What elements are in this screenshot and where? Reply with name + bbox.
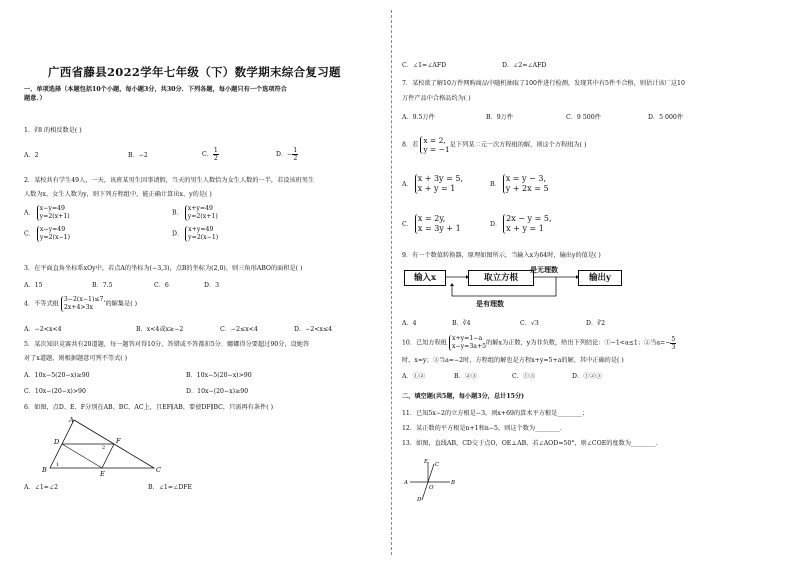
flow-output-box: 输出y xyxy=(578,270,622,286)
label-b: B xyxy=(451,480,456,486)
q8-stem: 8．若 x = 2, y = −1 是下列某二元一次方程组的解，则这个方程组为( ) xyxy=(402,136,587,154)
q1-option-a: A．2 xyxy=(24,152,39,159)
q5-line2: 对了x道题，则根据题意可列不等式( ) xyxy=(24,355,128,362)
q2-option-a: A． x−y=49 y=2(x+1) xyxy=(24,205,70,220)
q7-line1: 7．某校欲了解10万件网购商品中随机抽取了100件进行检测，发现其中有5件不合格，则估计该厂这10 xyxy=(402,80,685,87)
q6-option-a: A．∠1=∠2 xyxy=(24,484,59,491)
q2-option-d: D． x+y=49 y=2(x−1) xyxy=(172,226,219,241)
q4-option-c: C．−2≤x<4 xyxy=(220,326,258,333)
q8-option-a: A． x + 3y = 5, x + y = 1 xyxy=(402,174,463,193)
flow-arrows xyxy=(402,266,632,314)
flow-root-box: 取立方根 xyxy=(468,270,534,286)
q11-text: 11．已知5x−2的立方根是−3，则x+69的算术平方根是________； xyxy=(402,410,589,417)
q8-option-d: D． 2x − y = 5, x + y = 1 xyxy=(490,214,552,233)
label-c: C xyxy=(435,462,440,468)
q1-stem: 1．∛8 的相反数是( ) xyxy=(24,127,82,134)
q5-option-c: C．10x−(20−x)>90 xyxy=(24,388,86,395)
q12-text: 12．某正数的平方根是n+1和n−5，则这个数为________． xyxy=(402,425,567,432)
q4-option-a: A．−2<x<4 xyxy=(24,326,62,333)
q6-triangle-figure xyxy=(42,416,172,476)
q4-option-b: B．x<4或x≥−2 xyxy=(136,326,184,333)
q9-option-c: C．√3 xyxy=(520,320,539,327)
q9-stem: 9．有一个数值转换器，原理如图所示，当输入x为64时，输出y的值是( ) xyxy=(402,252,601,259)
left-column xyxy=(24,0,374,562)
q7-option-d: D．5 000件 xyxy=(648,114,684,121)
q8-option-c: C． x = 2y, x = 3y + 1 xyxy=(402,214,461,233)
label-e: E xyxy=(424,459,429,465)
column-divider xyxy=(391,10,392,555)
q3-option-d: D．3 xyxy=(204,282,220,289)
q3-option-a: A．15 xyxy=(24,282,43,289)
q2-line1: 2．某校共有学生49人，一天，该班某男生因事请假，当天的男生人数恰为女生人数的一半，若设该班男生 xyxy=(24,177,315,184)
q5-option-d: D．10x−(20−x)≥90 xyxy=(186,388,249,395)
q7-line2: 万件产品中合格品约为( ) xyxy=(402,95,471,102)
q6-option-c: C．∠1=∠AFD xyxy=(402,62,447,69)
q5-option-a: A．10x−5(20−x)≥90 xyxy=(24,372,90,379)
q3-option-c: C．6 xyxy=(154,282,169,289)
q6-option-d: D．∠2=∠AFD xyxy=(502,62,547,69)
q13-text: 13．如图，直线AB，CD交于点O，OE⊥AB，若∠AOD=50°，则∠COE的度数为________． xyxy=(402,440,662,447)
label-angle-2: 2 xyxy=(102,445,106,451)
label-f: F xyxy=(116,437,121,445)
label-a: A xyxy=(69,416,74,424)
q9-option-b: B．∛4 xyxy=(452,320,471,327)
right-column xyxy=(402,0,774,562)
flow-label-irrational: 是无理数 xyxy=(530,265,558,274)
q10-option-c: C．①③ xyxy=(512,373,536,380)
q4-stem: 4．不等式组 3−2(x−1)≤7, 2x+4>3x 的解集是( ) xyxy=(24,296,138,311)
q9-option-a: A．4 xyxy=(402,320,417,327)
section2-header: 二、填空题(共5题，每小题3分，总计15分) xyxy=(402,393,525,400)
label-e: E xyxy=(100,470,105,476)
q13-lines-figure xyxy=(404,458,464,502)
label-o: O xyxy=(429,485,434,491)
q7-option-b: B．9万件 xyxy=(486,114,514,121)
q4-option-d: D．−2<x≤4 xyxy=(294,326,333,333)
q9-flowchart xyxy=(402,266,632,314)
label-d: D xyxy=(54,438,60,446)
page-title: 广西省藤县2022学年七年级（下）数学期末综合复习题 xyxy=(48,65,341,79)
q7-option-a: A．9.5万件 xyxy=(402,114,435,121)
q1-option-b: B．−2 xyxy=(128,152,148,159)
q10-line2: 时，x=y；③当a=−2时，方程组的解也是方程x+y=5+a的解，其中正确的是( ) xyxy=(402,357,624,364)
label-a: A xyxy=(404,480,408,486)
label-angle-1: 1 xyxy=(56,462,60,468)
label-b: B xyxy=(42,466,47,474)
q2-option-b: B． x+y=49 y=2(x+1) xyxy=(172,205,218,220)
q6-stem: 6．如图，点D、E、F分别在AB、BC、AC上，且EF∥AB，要使DF∥BC，只需再有条件( ) xyxy=(24,404,273,411)
q7-option-c: C．9 500件 xyxy=(566,114,601,121)
q5-line1: 5．某次知识竞赛共有20道题，每一题答对得10分，答错或不答都扣5分．娜娜得分要超过90分，设她答 xyxy=(24,341,310,348)
section1-header-cont: 题意．） xyxy=(24,95,46,102)
q9-option-d: D．∛2 xyxy=(586,320,606,327)
section1-header: 一、单项选择（本题包括10个小题，每小题3分，共30分．下列各题，每小题只有一个选项符合 xyxy=(24,86,287,93)
q10-option-b: B．②③ xyxy=(454,373,478,380)
q3-stem: 3．在平面直角坐标系xOy中，若点A的坐标为(−3,3)，点B的坐标为(2,0)，则三角形ABO的面积是( ) xyxy=(24,265,303,272)
segment-de xyxy=(62,444,102,468)
q5-option-b: B．10x−5(20−x)>90 xyxy=(186,372,252,379)
q6-option-b: B．∠1=∠DFE xyxy=(148,484,192,491)
q10-option-a: A．①② xyxy=(402,373,426,380)
label-c: C xyxy=(156,466,161,474)
q1-option-d: D．− $\frac{1}{2}$ xyxy=(276,147,298,162)
q2-line2: 人数为x，女生人数为y，则下列方程组中，能正确计算出x、y的是( ) xyxy=(24,191,212,198)
q2-option-c: C． x−y=49 y=2(x−1) xyxy=(24,226,70,241)
flow-label-rational: 是有理数 xyxy=(476,299,504,308)
q10-option-d: D．①②③ xyxy=(572,373,602,380)
label-d: D xyxy=(417,497,422,502)
q1-option-c: C． $\frac{1}{2}$ xyxy=(202,147,218,162)
q3-option-b: B．7.5 xyxy=(92,282,113,289)
flow-input-box: 输入x xyxy=(404,270,446,286)
q10-stem: 10．已知方程组 x+y=1−a x−y=3a+5 的解x为正数，y为非负数，给出下列结论：①−1<a≤1；②当a=− $\frac{5}{3}$ xyxy=(402,335,676,351)
q8-option-b: B． x = y − 3, y + 2x = 5 xyxy=(490,174,549,193)
